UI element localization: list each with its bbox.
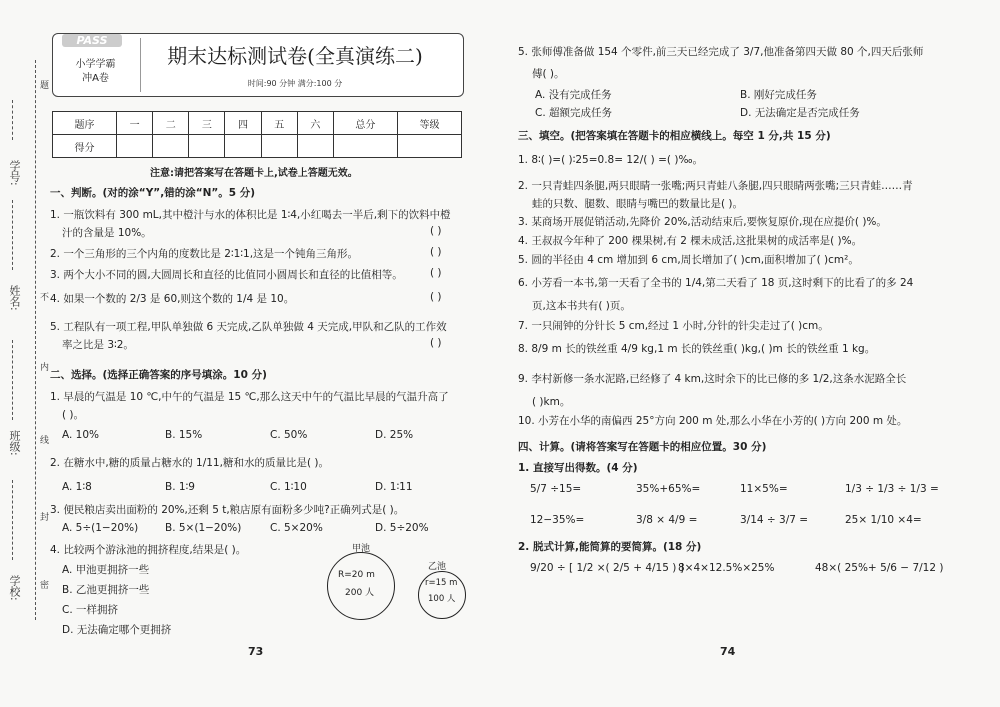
question-text: 傅( )。 [532, 68, 565, 80]
option: B. 15% [165, 429, 203, 441]
seal-char: 封 [40, 513, 50, 523]
name-line [12, 480, 13, 560]
score-cell[interactable] [225, 135, 261, 158]
table-cell: 得分 [53, 135, 117, 158]
option: C. 一样拥挤 [62, 604, 119, 616]
question-text: 6. 小芳看一本书,第一天看了全书的 1/4,第二天看了 18 页,这时剩下的比看了的多 24 [518, 277, 914, 289]
answer-paren: ( ) [430, 267, 442, 279]
option: B. 乙池更拥挤一些 [62, 584, 150, 596]
seal-line [35, 60, 36, 620]
option: A. 10% [62, 429, 100, 441]
question-text: 5. 张师傅准备做 154 个零件,前三天已经完成了 3/7,他准备第四天做 80 个,四天后张师 [518, 46, 924, 58]
question-text: 1. 一瓶饮料有 300 mL,其中橙汁与水的体积比是 1∶4,小红喝去一半后,剩下的饮料中橙 [50, 209, 451, 221]
calc-item: 5/7 ÷15= [530, 483, 582, 495]
class-label: 班级: [8, 430, 21, 456]
option: A. 没有完成任务 [535, 89, 612, 101]
student-number-label: 学号: [8, 160, 21, 186]
question-text: ( )。 [62, 409, 85, 421]
seal-char: 不 [40, 293, 50, 303]
page-number-left: 73 [248, 645, 264, 658]
option: B. 1∶9 [165, 481, 195, 493]
table-cell: 二 [153, 112, 189, 135]
question-text: 2. 一只青蛙四条腿,两只眼睛一张嘴;两只青蛙八条腿,四只眼睛两张嘴;三只青蛙……青 [518, 180, 913, 192]
calc-item: 8×4×12.5%×25% [678, 562, 775, 574]
score-cell[interactable] [261, 135, 297, 158]
section-heading: 一、判断。(对的涂“Y”,错的涂“N”。5 分) [50, 187, 256, 199]
calc-item: 3/14 ÷ 3/7 = [740, 514, 809, 526]
question-text: 1. 8∶( )=( )∶25=0.8= 12/( ) =( )‰。 [518, 154, 704, 166]
calc-item: 11×5%= [740, 483, 788, 495]
name-line [12, 200, 13, 270]
option: D. 25% [375, 429, 414, 441]
option: C. 50% [270, 429, 308, 441]
option: C. 1∶10 [270, 481, 307, 493]
seal-char: 内 [40, 363, 50, 373]
calc-item: 3/8 × 4/9 = [636, 514, 698, 526]
question-text: 3. 两个大小不同的圆,大圆周长和直径的比值同小圆周长和直径的比值相等。 [50, 269, 403, 281]
name-line [12, 100, 13, 140]
question-text: 8. 8/9 m 长的铁丝重 4/9 kg,1 m 长的铁丝重( )kg,( )m 长的铁丝重 1 kg。 [518, 343, 876, 355]
table-cell: 总分 [333, 112, 397, 135]
subsection-heading: 2. 脱式计算,能简算的要简算。(18 分) [518, 541, 702, 553]
answer-paren: ( ) [430, 337, 442, 349]
calc-item: 48×( 25%+ 5/6 − 7/12 ) [815, 562, 944, 574]
question-text: 页,这本书共有( )页。 [532, 300, 631, 312]
question-text: 4. 比较两个游泳池的拥挤程度,结果是( )。 [50, 544, 247, 556]
name-line [12, 340, 13, 420]
option: A. 1∶8 [62, 481, 92, 493]
answer-paren: ( ) [430, 291, 442, 303]
question-text: 9. 李村新修一条水泥路,已经修了 4 km,这时余下的比已修的多 1/2,这条水泥路全长 [518, 373, 907, 385]
table-cell: 五 [261, 112, 297, 135]
answer-paren: ( ) [430, 246, 442, 258]
seal-char: 线 [40, 436, 50, 446]
series-label [58, 58, 133, 86]
question-text: 4. 如果一个数的 2/3 是 60,则这个数的 1/4 是 10。 [50, 293, 295, 305]
table-cell: 题序 [53, 112, 117, 135]
score-cell[interactable] [189, 135, 225, 158]
question-text: 5. 圆的半径由 4 cm 增加到 6 cm,周长增加了( )cm,面积增加了( )cm²。 [518, 254, 859, 266]
option: C. 5×20% [270, 522, 323, 534]
question-text: 2. 一个三角形的三个内角的度数比是 2∶1∶1,这是一个钝角三角形。 [50, 248, 359, 260]
calc-item: 12−35%= [530, 514, 585, 526]
score-table [52, 111, 462, 158]
question-text: 7. 一只闹钟的分针长 5 cm,经过 1 小时,分针的针尖走过了( )cm。 [518, 320, 829, 332]
page-title: 期末达标测试卷(全真演练二) [167, 44, 423, 68]
question-text: 5. 工程队有一项工程,甲队单独做 6 天完成,乙队单独做 4 天完成,甲队和乙队的工作效 [50, 321, 447, 333]
question-text: 蛙的只数、腿数、眼睛与嘴巴的数量比是( )。 [532, 198, 744, 210]
header-divider [140, 38, 141, 92]
question-text: 汁的含量是 10%。 [62, 227, 152, 239]
option: B. 刚好完成任务 [740, 89, 817, 101]
option: A. 5÷(1−20%) [62, 522, 139, 534]
table-cell: 一 [116, 112, 152, 135]
option: D. 无法确定是否完成任务 [740, 107, 860, 119]
seal-char: 密 [40, 581, 50, 591]
calc-item: 9/20 ÷ [ 1/2 ×( 2/5 + 4/15 ) ] [530, 562, 684, 574]
table-cell: 六 [297, 112, 333, 135]
pool-a-name: 甲池 [352, 544, 371, 554]
option: C. 超额完成任务 [535, 107, 613, 119]
option: D. 5÷20% [375, 522, 429, 534]
question-text: 2. 在糖水中,糖的质量占糖水的 1/11,糖和水的质量比是( )。 [50, 457, 329, 469]
notice: 注意:请把答案写在答题卡上,试卷上答题无效。 [150, 168, 358, 179]
score-table-header-row [53, 112, 462, 135]
section-heading: 二、选择。(选择正确答案的序号填涂。10 分) [50, 369, 267, 381]
question-text: 率之比是 3∶2。 [62, 339, 134, 351]
pool-b-name: 乙池 [428, 562, 447, 572]
question-text: 1. 早晨的气温是 10 ℃,中午的气温是 15 ℃,那么这天中午的气温比早晨的气温升高了 [50, 391, 449, 403]
option: D. 无法确定哪个更拥挤 [62, 624, 172, 636]
seal-char: 题 [40, 81, 50, 91]
option: A. 甲池更拥挤一些 [62, 564, 150, 576]
exam-meta: 时间:90 分钟 满分:100 分 [247, 79, 343, 88]
pool-a-people: 200 人 [345, 588, 375, 598]
name-label: 姓名: [8, 285, 21, 311]
pool-b-people: 100 人 [428, 594, 456, 604]
table-cell: 三 [189, 112, 225, 135]
question-text: 3. 便民粮店卖出面粉的 20%,还剩 5 t,粮店原有面粉多少吨?正确列式是( )。 [50, 504, 405, 516]
question-text: 3. 某商场开展促销活动,先降价 20%,活动结束后,要恢复原价,现在应提价( )%。 [518, 216, 887, 228]
table-cell: 等级 [397, 112, 461, 135]
series-edition: 冲A卷 [82, 73, 109, 84]
brand-logo: PASS [62, 34, 122, 47]
section-heading: 三、填空。(把答案填在答题卡的相应横线上。每空 1 分,共 15 分) [518, 130, 831, 142]
answer-paren: ( ) [430, 225, 442, 237]
score-table-row [53, 135, 462, 158]
calc-item: 1/3 ÷ 1/3 ÷ 1/3 = [845, 483, 939, 495]
question-text: ( )km。 [532, 396, 571, 408]
option: B. 5×(1−20%) [165, 522, 242, 534]
calc-item: 35%+65%= [636, 483, 701, 495]
table-cell: 四 [225, 112, 261, 135]
school-label: 学校: [8, 575, 21, 601]
score-cell[interactable] [333, 135, 397, 158]
page-number-right: 74 [720, 645, 736, 658]
score-cell[interactable] [116, 135, 152, 158]
section-heading: 四、计算。(请将答案写在答题卡的相应位置。30 分) [518, 441, 767, 453]
question-text: 10. 小芳在小华的南偏西 25°方向 200 m 处,那么小华在小芳的( )方向 200 m 处。 [518, 415, 908, 427]
question-text: 4. 王叔叔今年种了 200 棵果树,有 2 棵未成活,这批果树的成活率是( )%。 [518, 235, 863, 247]
calc-item: 25× 1/10 ×4= [845, 514, 922, 526]
score-cell[interactable] [397, 135, 461, 158]
option: D. 1∶11 [375, 481, 413, 493]
subsection-heading: 1. 直接写出得数。(4 分) [518, 462, 638, 474]
score-cell[interactable] [297, 135, 333, 158]
pool-b-radius: r=15 m [425, 578, 458, 588]
pool-a-radius: R=20 m [338, 570, 375, 580]
score-cell[interactable] [153, 135, 189, 158]
series-name: 小学学霸 [75, 59, 116, 70]
